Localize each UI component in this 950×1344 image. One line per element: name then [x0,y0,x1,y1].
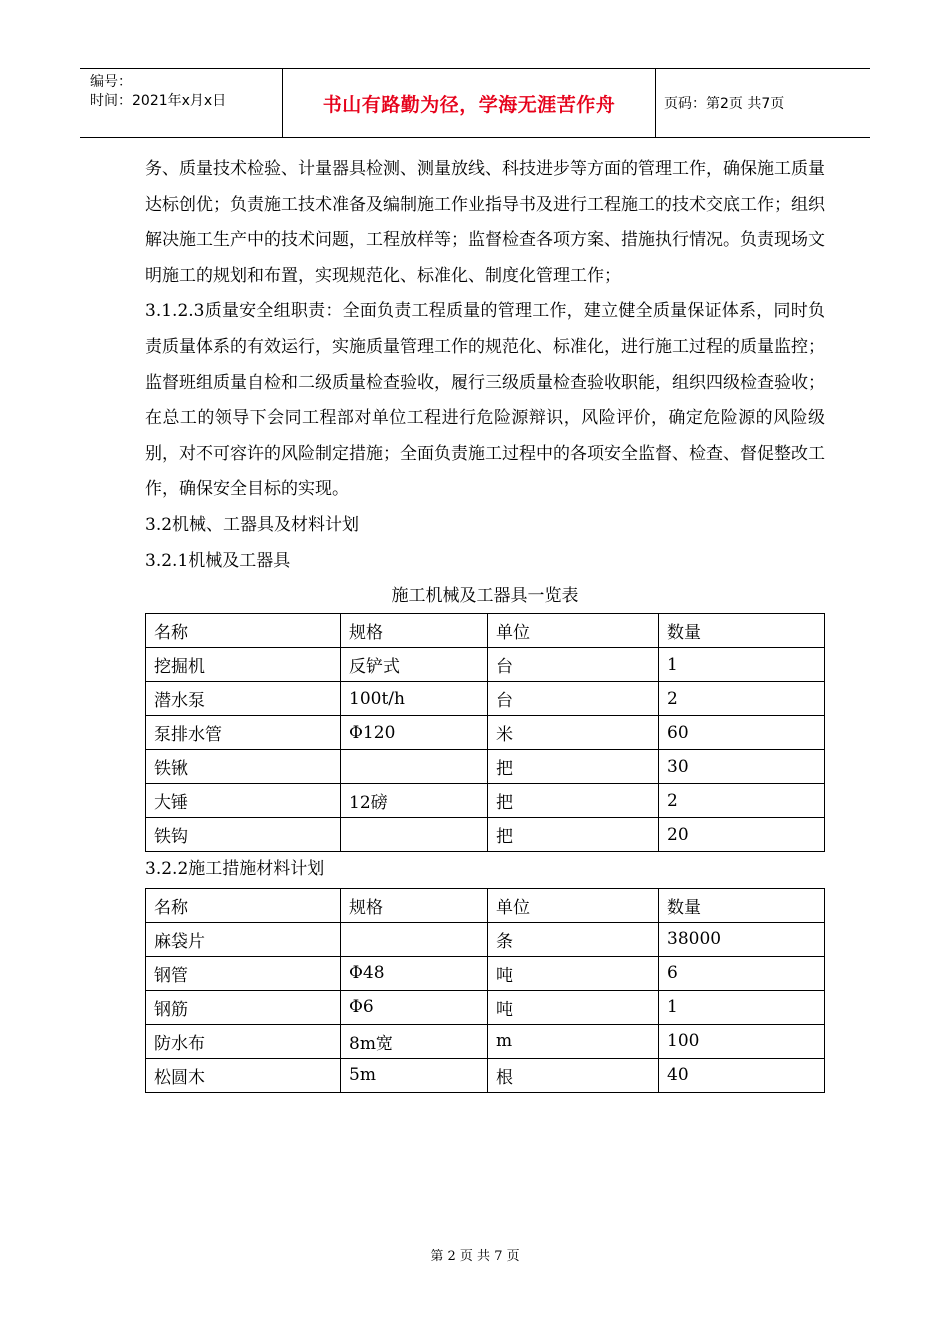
materials-table [145,888,825,1093]
table-header-cell: 规格 [341,614,488,648]
table-cell: 5m [341,1058,488,1092]
table-row [146,750,825,784]
table-cell [341,922,488,956]
table-cell: 把 [488,750,659,784]
header-motto: 书山有路勤为径，学海无涯苦作舟 [322,93,616,116]
table-cell: 条 [488,922,659,956]
table-row [146,1058,825,1092]
code-label: 编号： [90,74,132,90]
header-divider [655,69,656,137]
table-cell: 60 [659,716,825,750]
table-cell: Φ48 [341,956,488,990]
table-row [146,956,825,990]
table-cell: 12磅 [341,784,488,818]
table-row [146,990,825,1024]
table-cell: 钢管 [146,956,341,990]
table-cell: 吨 [488,990,659,1024]
machinery-table [145,613,825,852]
table-header-cell: 数量 [659,888,825,922]
table-cell: Φ120 [341,716,488,750]
table-cell: 40 [659,1058,825,1092]
table-cell: 30 [659,750,825,784]
table-cell: 麻袋片 [146,922,341,956]
table-cell: 挖掘机 [146,648,341,682]
table-cell: 台 [488,648,659,682]
table-cell: 防水布 [146,1024,341,1058]
table-cell: 铁锹 [146,750,341,784]
table-header-row [146,614,825,648]
subsection-heading: 3.2.1机械及工器具 [145,550,291,571]
table-cell: 反铲式 [341,648,488,682]
page-footer: 第 2 页 共 7 页 [430,1249,520,1264]
table-cell [341,750,488,784]
time-label: 时间：2021年x月x日 [90,93,227,109]
table-cell: 1 [659,990,825,1024]
table-cell: 大锤 [146,784,341,818]
table-row [146,716,825,750]
document-body [145,152,825,1093]
table-cell: 2 [659,784,825,818]
table-cell: 松圆木 [146,1058,341,1092]
table-cell: 潜水泵 [146,682,341,716]
table-header-row [146,888,825,922]
header-page-label: 页码：第2页 共7页 [664,96,785,112]
table-cell: 米 [488,716,659,750]
table-cell: 38000 [659,922,825,956]
table-title: 施工机械及工器具一览表 [391,586,579,607]
table-row [146,648,825,682]
table-cell: Φ6 [341,990,488,1024]
section-heading: 3.2机械、工器具及材料计划 [145,514,360,535]
table-cell: 吨 [488,956,659,990]
table-cell: 钢筋 [146,990,341,1024]
table-cell [341,818,488,852]
table-cell: 把 [488,818,659,852]
table-cell: 铁钩 [146,818,341,852]
page-header [80,68,870,138]
table-header-cell: 单位 [488,614,659,648]
table-row [146,1024,825,1058]
table-header-cell: 规格 [341,888,488,922]
table-cell: m [488,1024,659,1058]
table-row [146,784,825,818]
paragraph: 3.1.2.3质量安全组职责：全面负责工程质量的管理工作，建立健全质量保证体系，同时负责质量体系的有效运行，实施质量管理工作的规范化、标准化，进行施工过程的质量监控；监督班组质量自检和二级质量检查验收，履行三级质量检查验收职能，组织四级检查验收；在总工的领导下会同工程部对单位工程进行危险源辩识，风险评价，确定危险源的风险级别，对不可容许的风险制定措施；全面负责施工过程中的各项安全监督、检查、督促整改工作，确保安全目标的实现。 [145,301,825,500]
table-cell: 100 [659,1024,825,1058]
table-cell: 根 [488,1058,659,1092]
table-cell: 8m宽 [341,1024,488,1058]
table-cell: 1 [659,648,825,682]
table-cell: 台 [488,682,659,716]
table-header-cell: 名称 [146,888,341,922]
table-cell: 把 [488,784,659,818]
table-cell: 20 [659,818,825,852]
table-row [146,682,825,716]
subsection-heading: 3.2.2施工措施材料计划 [145,859,325,880]
table-row [146,818,825,852]
table-cell: 100t/h [341,682,488,716]
table-cell: 2 [659,682,825,716]
table-cell: 6 [659,956,825,990]
table-header-cell: 名称 [146,614,341,648]
table-cell: 泵排水管 [146,716,341,750]
paragraph: 务、质量技术检验、计量器具检测、测量放线、科技进步等方面的管理工作，确保施工质量达标创优；负责施工技术准备及编制施工作业指导书及进行工程施工的技术交底工作；组织解决施工生产中的技术问题，工程放样等；监督检查各项方案、措施执行情况。负责现场文明施工的规划和布置，实现规范化、标准化、制度化管理工作； [145,159,825,286]
table-header-cell: 数量 [659,614,825,648]
table-header-cell: 单位 [488,888,659,922]
header-meta [90,73,280,111]
table-row [146,922,825,956]
